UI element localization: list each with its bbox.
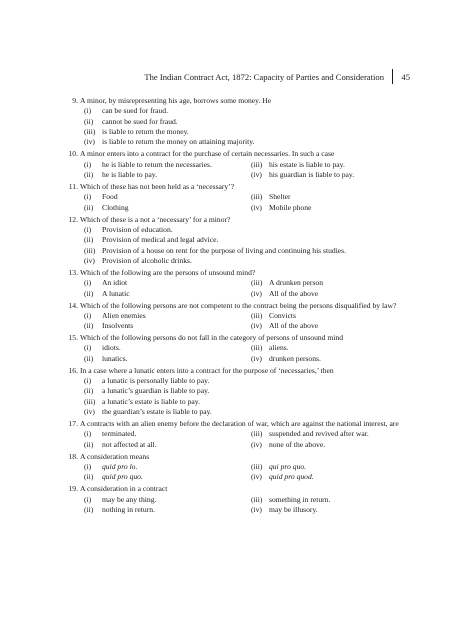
option-i [84, 160, 251, 170]
option-row [84, 289, 418, 299]
option-ii [84, 505, 251, 515]
option-text: not affected at all. [102, 439, 157, 449]
option-label: (iii) [84, 245, 96, 255]
option-iii [251, 343, 418, 353]
option-text: cannot be sued for fraud. [102, 116, 178, 126]
option-text: nothing in return. [102, 505, 155, 514]
option-ii [84, 235, 418, 245]
option-row [84, 440, 418, 450]
option-text: lunatics. [102, 353, 128, 363]
option-row [84, 203, 418, 213]
option-label: (ii) [84, 170, 94, 179]
option-ii [84, 321, 251, 331]
question-text: Which of the following are the persons of unsound mind? [80, 267, 256, 277]
option-text: All of the above [269, 321, 319, 331]
option-label: (ii) [84, 386, 94, 396]
option-label: (ii) [84, 439, 94, 449]
question-number: 16. [68, 365, 78, 375]
option-label: (i) [84, 376, 92, 386]
option-row [84, 311, 418, 321]
option-iii [251, 495, 418, 505]
page-number: 45 [401, 72, 410, 82]
option-iii [251, 311, 418, 321]
option-iv [84, 407, 418, 417]
option-i [84, 376, 418, 386]
option-text: Food [102, 192, 118, 202]
option-ii [84, 472, 251, 482]
option-text: A drunken person [269, 278, 323, 288]
question-text: A contracts with an alien enemy before the declaration of war, which are against the national interest, are [80, 419, 399, 429]
options [84, 278, 418, 299]
option-text: drunken persons. [269, 353, 321, 363]
options [84, 376, 418, 417]
option-label: (iv) [251, 472, 262, 482]
option-text: Provision of medical and legal advice. [102, 235, 219, 245]
option-i [84, 462, 251, 472]
question-text: Which of these is a not a ‘necessary’ for a minor? [80, 214, 231, 224]
option-text: Insolvents [102, 321, 134, 331]
question-12 [68, 215, 418, 267]
question-number: 10. [68, 149, 78, 159]
option-iv [251, 321, 418, 331]
option-row [84, 170, 418, 180]
option-label: (iv) [84, 407, 95, 417]
option-text: quid pro lo. [102, 462, 138, 472]
option-label: (iii) [251, 192, 263, 202]
option-label: (iv) [251, 321, 262, 331]
question-number: 12. [68, 214, 78, 224]
option-i [84, 495, 251, 505]
option-label: (ii) [84, 235, 94, 245]
option-text: something in return. [269, 494, 331, 504]
option-i [84, 106, 418, 116]
option-label: (i) [84, 159, 92, 169]
option-label: (iv) [251, 353, 262, 363]
options [84, 495, 418, 516]
options [84, 429, 418, 450]
question-text: A minor enters into a contract for the purchase of certain necessaries. In such a case [80, 149, 335, 159]
option-iii [251, 192, 418, 202]
option-text: quid pro quod. [269, 472, 314, 482]
option-i [84, 311, 251, 321]
option-row [84, 429, 418, 439]
option-text: a lunatic’s guardian is liable to pay. [102, 386, 210, 396]
option-iii [251, 429, 418, 439]
option-iv [84, 137, 418, 147]
option-label: (iv) [84, 255, 95, 265]
question-text: A consideration means [80, 451, 150, 461]
question-text: Which of these has not been held as a ‘necessary’? [80, 181, 235, 191]
option-i [84, 278, 251, 288]
option-text: Convicts [269, 310, 297, 320]
question-number: 13. [68, 267, 78, 277]
option-label: (iv) [251, 505, 262, 514]
question-list [68, 96, 418, 517]
question-number: 19. [68, 484, 78, 494]
question-number: 18. [68, 451, 78, 461]
option-text: may be any thing. [102, 494, 157, 504]
options [84, 106, 418, 147]
option-row [84, 321, 418, 331]
option-iv [84, 256, 418, 266]
option-label: (ii) [84, 321, 94, 331]
question-19 [68, 484, 418, 515]
question-text: A minor, by misrepresenting his age, borrows some money. He [80, 96, 272, 105]
option-label: (iii) [251, 462, 263, 472]
option-iv [251, 203, 418, 213]
option-text: none of the above. [269, 439, 326, 449]
question-text: In a case where a lunatic enters into a contract for the purpose of ‘necessaries,’ then [80, 365, 334, 375]
option-label: (ii) [84, 472, 94, 482]
option-i [84, 343, 251, 353]
option-text: A lunatic [102, 288, 130, 298]
option-text: his estate is liable to pay. [269, 159, 345, 169]
option-text: qui pro quo. [269, 462, 307, 472]
option-row [84, 505, 418, 515]
option-label: (ii) [84, 288, 94, 298]
option-label: (i) [84, 494, 92, 504]
option-iii [251, 160, 418, 170]
option-label: (iv) [84, 137, 95, 147]
option-text: aliens. [269, 343, 289, 353]
option-row [84, 343, 418, 353]
question-text: Which of the following persons do not fall in the category of persons of unsound mind [80, 333, 343, 343]
option-iv [251, 170, 418, 180]
option-row [84, 462, 418, 472]
option-text: Clothing [102, 202, 129, 212]
options [84, 192, 418, 213]
option-row [84, 354, 418, 364]
question-13 [68, 268, 418, 299]
question-15 [68, 333, 418, 364]
option-iii [84, 127, 418, 137]
option-iv [251, 505, 418, 515]
option-text: is liable to return the money on attaining majority. [102, 137, 255, 147]
question-9 [68, 96, 418, 148]
option-text: Provision of alcoholic drinks. [102, 255, 192, 265]
option-text: he is liable to pay. [102, 170, 157, 179]
option-text: Shelter [269, 192, 291, 202]
option-text: Provision of a house on rent for the purpose of living and continuing his studies. [102, 245, 347, 255]
option-label: (i) [84, 224, 92, 234]
option-ii [84, 354, 251, 364]
option-label: (iii) [251, 310, 263, 320]
option-label: (iii) [251, 494, 263, 504]
option-label: (i) [84, 192, 92, 202]
question-14 [68, 301, 418, 332]
option-iv [251, 289, 418, 299]
option-label: (i) [84, 343, 92, 353]
option-iii [251, 462, 418, 472]
option-label: (i) [84, 310, 92, 320]
header-divider [392, 69, 393, 84]
question-17 [68, 419, 418, 450]
question-number: 17. [68, 419, 78, 429]
option-text: can be sued for fraud. [102, 106, 168, 116]
option-text: his guardian is liable to pay. [269, 170, 355, 179]
option-label: (iv) [251, 439, 262, 449]
option-label: (iii) [251, 343, 263, 353]
question-number: 15. [68, 333, 78, 343]
question-text: A consideration in a contract [80, 484, 168, 494]
option-text: Provision of education. [102, 224, 173, 234]
chapter-title: The Indian Contract Act, 1872: Capacity of Parties and Consideration [144, 72, 384, 82]
question-number: 14. [68, 300, 78, 310]
option-row [84, 160, 418, 170]
options [84, 462, 418, 483]
option-text: the guardian’s estate is liable to pay. [102, 407, 212, 417]
option-ii [84, 289, 251, 299]
option-label: (ii) [84, 116, 94, 126]
option-ii [84, 440, 251, 450]
question-16 [68, 366, 418, 418]
option-ii [84, 203, 251, 213]
option-label: (ii) [84, 202, 94, 212]
option-text: quid pro quo. [102, 472, 143, 482]
option-label: (iii) [251, 278, 263, 288]
options [84, 311, 418, 332]
option-label: (iii) [84, 127, 96, 137]
options [84, 225, 418, 266]
options [84, 343, 418, 364]
option-label: (iii) [84, 396, 96, 406]
option-label: (iii) [251, 429, 263, 439]
question-10 [68, 149, 418, 180]
option-iv [251, 354, 418, 364]
option-label: (i) [84, 106, 92, 116]
option-text: a lunatic is personally liable to pay. [102, 376, 210, 386]
option-text: he is liable to return the necessaries. [102, 159, 212, 169]
option-label: (ii) [84, 353, 94, 363]
option-label: (i) [84, 429, 92, 439]
option-label: (iv) [251, 202, 262, 212]
option-ii [84, 170, 251, 180]
option-text: suspended and revived after war. [269, 429, 369, 439]
option-i [84, 225, 418, 235]
option-iii [84, 246, 418, 256]
option-ii [84, 117, 418, 127]
option-text: terminated. [102, 429, 137, 439]
option-text: An idiot [102, 278, 128, 288]
question-text: Which of the following persons are not competent to the contract being the persons disqualified by law? [80, 300, 397, 310]
option-row [84, 472, 418, 482]
option-iii [251, 278, 418, 288]
option-i [84, 192, 251, 202]
option-row [84, 192, 418, 202]
option-text: Alien enemies [102, 310, 146, 320]
option-text: Mobile phone [269, 202, 312, 212]
option-label: (i) [84, 462, 92, 472]
question-18 [68, 452, 418, 483]
option-text: idiots. [102, 343, 121, 353]
option-ii [84, 386, 418, 396]
question-11 [68, 182, 418, 213]
option-row [84, 495, 418, 505]
option-i [84, 429, 251, 439]
option-label: (ii) [84, 505, 94, 514]
option-row [84, 278, 418, 288]
question-number: 11. [68, 181, 78, 191]
option-iv [251, 440, 418, 450]
option-iv [251, 472, 418, 482]
option-iii [84, 397, 418, 407]
option-label: (iv) [251, 170, 262, 179]
option-text: may be illusory. [269, 505, 318, 514]
option-label: (iii) [251, 159, 263, 169]
question-number: 9. [72, 96, 78, 105]
options [84, 160, 418, 181]
option-label: (iv) [251, 288, 262, 298]
option-text: is liable to return the money. [102, 127, 189, 137]
option-text: a lunatic’s estate is liable to pay. [102, 396, 200, 406]
option-label: (i) [84, 278, 92, 288]
option-text: All of the above [269, 288, 319, 298]
